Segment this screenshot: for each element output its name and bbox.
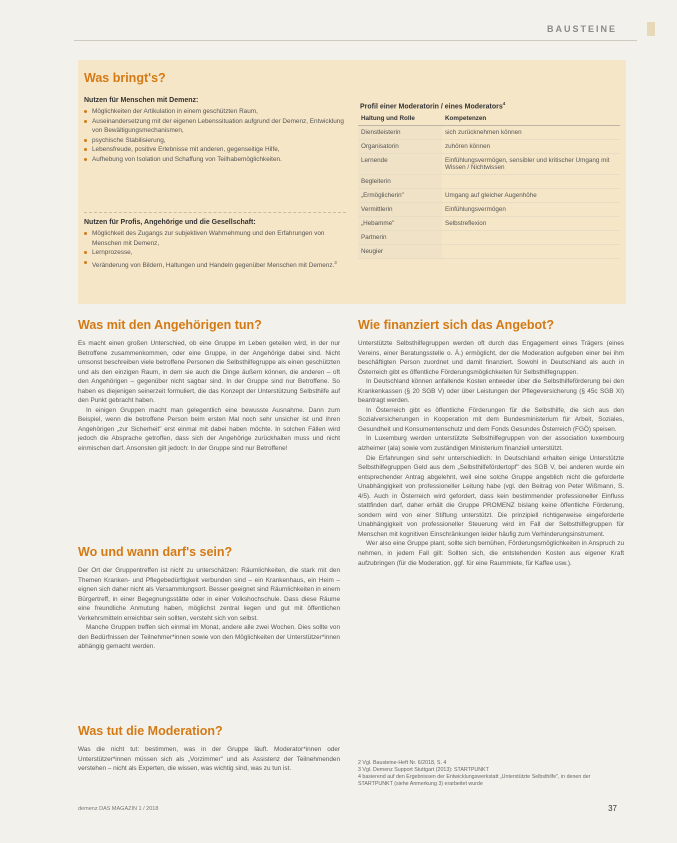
heading-moderation: Was tut die Moderation?: [78, 724, 223, 738]
skill-cell: zuhören können: [442, 140, 620, 154]
skill-cell: Umgang auf gleicher Augenhöhe: [442, 189, 620, 203]
table-row: [358, 231, 620, 245]
skill-cell: sich zurücknehmen können: [442, 126, 620, 140]
table-row: [358, 189, 620, 203]
group2-list: [84, 229, 349, 271]
table-row: [358, 245, 620, 259]
role-cell: Neugier: [358, 245, 442, 259]
paragraph: Was die nicht tut: bestimmen, was in der Gruppe läuft. Moderator*innen oder Unterstützer*innen müssen sich als „Vorzimmer" und als Assistenz der Teilnehmenden verstehen – nicht als Experten, die wissen, was wichtig sind, was zu tun ist.: [78, 746, 340, 773]
list-item: Auseinandersetzung mit der eigenen Lebenssituation aufgrund der Demenz, Entwicklung von Bewältigungsmechanismen,: [84, 117, 349, 136]
page-number: 37: [608, 804, 617, 813]
list-item: Möglichkeiten der Artikulation in einem geschützten Raum,: [84, 107, 349, 117]
column-header-skills: Kompetenzen: [442, 113, 620, 126]
role-cell: Dienstleisterin: [358, 126, 442, 140]
role-cell: Begleiterin: [358, 175, 442, 189]
table-row: [358, 126, 620, 140]
journal-name: demenz DAS MAGAZIN 1 / 2018: [78, 806, 159, 812]
list-item-text: Veränderung von Bildern, Haltungen und Handeln gegenüber Menschen mit Demenz.: [92, 261, 335, 269]
heading-financing: Wie finanziert sich das Angebot?: [358, 318, 554, 332]
profile-table: [358, 113, 620, 259]
paragraph: Die Erfahrungen sind sehr unterschiedlich: In Deutschland erhalten einige Unterstützte Selbsthilfegruppen Geld aus dem „Selbsthilfefördertopf" des SGB V, bei anderen wurde ein entsprechender Antrag abgelehnt, weil eine solche Gruppe angeblich nicht die geforderte Unabhängigkeit von professioneller Leitung habe (vgl. den Beitrag von Peter Wißmann, S. 4/5). Auch in Österreich wird gefordert, dass kein bestimmender professioneller Einfluss stattfinden darf, daher erhält die Gruppe PROMENZ bislang keine öffentliche Förderung, sondern wird von einer Stiftung unterstützt. Die prinzipiell richtigerweise eingeforderte Unabhängigkeit von professioneller Steuerung wird im Fall der Selbsthilfegruppen für Menschen mit kognitiven Einschränkungen leider häufig zum Verhinderungsinstrument.: [358, 454, 624, 538]
footnote: 4 basierend auf den Ergebnissen der Entwicklungswerkstatt „Unterstützte Selbsthilfe", in denen der STARTPUNKT (siehe Anmerkung 3) erarbeitet wurde: [358, 774, 591, 787]
skill-cell: [442, 175, 620, 189]
role-cell: Partnerin: [358, 231, 442, 245]
profile-heading-text: Profil einer Moderatorin / eines Moderators: [360, 103, 503, 111]
list-item: Lebensfreude, positive Erlebnisse mit anderen, gegenseitige Hilfe,: [84, 145, 349, 155]
paragraph: Es macht einen großen Unterschied, ob eine Gruppe im Leben geteilen wird, in der nur Betroffene zusammenkommen, oder eine Gruppe, in der Angehörige dabei sind. Nicht umsonst beschreiben viele betroffene Personen die Selbsthilfegruppe als einen geschützten und als den einzigen Raum, in dem sie auch die Dinge äußern können, die anderen – oft den Angehörigen – gegenüber nicht sagbar sind. In der Gruppe sind nur Betroffene. So haben es diejenigen seinerzeit formuliert, die das Konzept der Unterstützung Selbsthilfe auf den Punkt gebracht haben.: [78, 340, 340, 405]
text-moderation: [78, 745, 340, 774]
column-header-role: Haltung und Rolle: [358, 113, 442, 126]
paragraph: In Luxemburg werden unterstützte Selbsthilfegruppen von der association luxembourg alzheimer (ala) sowie vom zuständigen Ministerium finanziell unterstützt.: [358, 435, 624, 453]
profile-heading: [360, 101, 505, 110]
paragraph: Unterstützte Selbsthilfegruppen werden oft durch das Engagement eines Trägers (eines Vereins, einer Beratungsstelle o. Ä.) ermöglicht, der die Moderation aufgeben einer bei ihm beschäftigten Person zuordnet und damit finanziert. Sowohl in Deutschland als auch in Österreich gibt es öffentliche Förderungsmöglichkeiten für Selbsthilfegruppen.: [358, 340, 624, 376]
group1-heading: Nutzen für Menschen mit Demenz:: [84, 97, 199, 104]
table-row: [358, 203, 620, 217]
footnote: 2 Vgl. Bausteine-Heft Nr. 6/2018, S. 4: [358, 760, 447, 766]
text-relatives: [78, 339, 340, 454]
section-tab-marker: [647, 22, 655, 36]
list-item: psychische Stabilisierung,: [84, 136, 349, 146]
page-header: [0, 18, 677, 40]
role-cell: Vermittlerin: [358, 203, 442, 217]
role-cell: „Ermöglicherin": [358, 189, 442, 203]
paragraph: In Deutschland können anfallende Kosten entweder über die Selbsthilfeförderung bei den Krankenkassen (§ 20 SGB V) oder über Leistungen der Pflegeversicherung (§ 45c SGB XI) beantragt werden.: [358, 378, 624, 405]
skill-cell: [442, 245, 620, 259]
footnote-ref: 4: [502, 101, 506, 106]
skill-cell: Selbstreflexion: [442, 217, 620, 231]
list-item: Möglichkeit des Zugangs zur subjektiven Wahrnehmung und den Erfahrungen von Menschen mit Demenz,: [84, 229, 349, 248]
text-financing: [358, 339, 624, 568]
table-row: [358, 140, 620, 154]
footnotes: [358, 760, 624, 788]
role-cell: Organisatorin: [358, 140, 442, 154]
paragraph: Wer also eine Gruppe plant, sollte sich bemühen, Förderungsmöglichkeiten in Anspruch zu nehmen, in jedem Fall gilt: Sollten sich, die entstehenden Kosten aus eigener Kraft aufzubringen (für die Moderation, ggf. für eine Raummiete, für Kaffee usw.).: [358, 540, 624, 567]
table-row: [358, 217, 620, 231]
list-item: Aufhebung von Isolation und Schaffung von Teilhabemöglichkeiten.: [84, 155, 349, 165]
heading-where-when: Wo und wann darf's sein?: [78, 545, 233, 559]
paragraph: Der Ort der Gruppentreffen ist nicht zu unterschätzen: Räumlichkeiten, die stark mit den Themen Kranken- und Pflegebedürftigkeit verbunden sind – ein Krankenhaus, ein Heim – eignen sich daher nicht als Versammlungsort. Besser geeignet sind Räumlichkeiten in einem Bürgertreff, in einer Begegnungsstätte oder in einer Volkshochschule. Dass diese Räume eine freundliche Anmutung haben, möglichst zentral liegen und gut mit öffentlichen Verkehrsmitteln erreichbar sein sollten, versteht sich von selbst.: [78, 567, 340, 622]
paragraph: In Österreich gibt es öffentliche Förderungen für die Selbsthilfe, die sich aus den Sozialversicherungen in Kooperation mit dem Bundesministerium für Arbeit, Soziales, Gesundheit und Konsumentenschutz und dem Fonds Gesundes Österreich (FGÖ) speisen.: [358, 406, 624, 433]
skill-cell: [442, 231, 620, 245]
skill-cell: Einfühlungsvermögen, sensibler und kritischer Umgang mit Wissen / Nichtwissen: [442, 154, 620, 175]
table-row: [358, 154, 620, 175]
paragraph: In einigen Gruppen macht man gelegentlich eine bewusste Ausnahme. Dann zum Beispiel, wenn die betroffene Person beim ersten Mal noch sehr unsicher ist und ihren Angehörigen „zur Sicherheit" erst einmal mit dabei haben möchte. In solchen Fällen wird jedoch die Absprache getroffen, dass sich der Angehörige zurückhalten muss und nicht einmischen darf. Ansonsten gilt jedoch: In der Gruppe sind nur Betroffene!: [78, 406, 340, 453]
table-header-row: [358, 113, 620, 126]
group-divider: [84, 212, 346, 213]
list-item: [84, 258, 349, 271]
paragraph: Manche Gruppen treffen sich einmal im Monat, andere alle zwei Wochen. Dies sollte von den Bedürfnissen der Teilnehmer*innen sowie von den Möglichkeiten der Unterstützer*innen abhängig gemacht werden.: [78, 624, 340, 651]
role-cell: „Hebamme": [358, 217, 442, 231]
box-title: Was bringt's?: [84, 71, 166, 85]
section-label: BAUSTEINE: [546, 24, 617, 34]
list-item: Lernprozesse,: [84, 248, 349, 258]
footnote-ref: 3: [334, 259, 337, 265]
role-cell: Lernende: [358, 154, 442, 175]
page-footer: [78, 806, 617, 812]
heading-relatives: Was mit den Angehörigen tun?: [78, 318, 262, 332]
group1-list: [84, 107, 349, 165]
table-row: [358, 175, 620, 189]
group2-heading: Nutzen für Profis, Angehörige und die Gesellschaft:: [84, 219, 256, 226]
text-where-when: [78, 566, 340, 652]
footnote: 3 Vgl. Demenz Support Stuttgart (2013): STARTPUNKT: [358, 767, 489, 773]
header-rule: [74, 40, 637, 41]
skill-cell: Einfühlungsvermögen: [442, 203, 620, 217]
